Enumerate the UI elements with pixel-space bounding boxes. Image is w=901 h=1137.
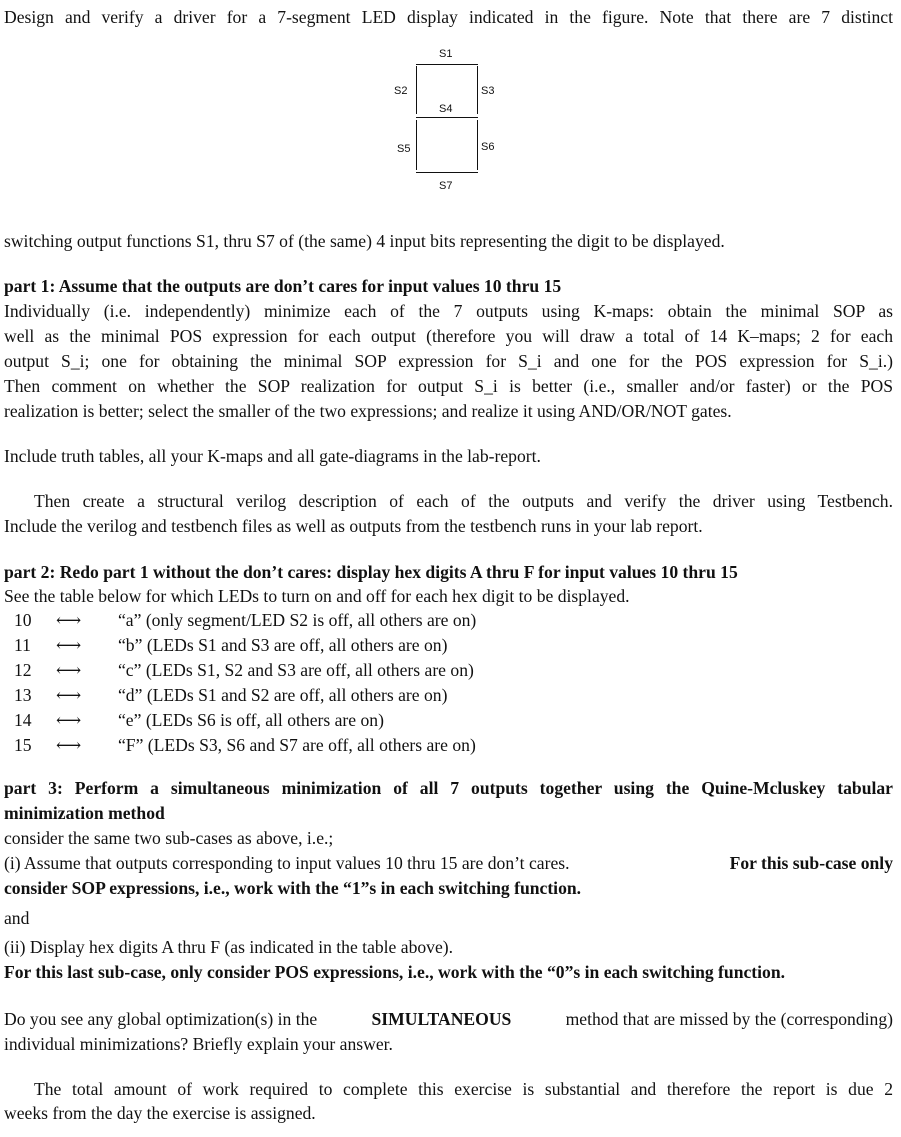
part1-verilog-1: Then create a structural verilog description of each of the outputs and verify the driver using Testbench. [34,491,893,511]
part1-line-3: output S_i; one for obtaining the minimal SOP expression for S_i and one for the POS expression for S_i.) [4,351,893,371]
segment-label-s4: S4 [439,103,453,115]
double-arrow-icon: ⟷ [56,660,82,680]
input-value: 14 [14,710,32,730]
double-arrow-icon: ⟷ [56,685,82,705]
segment-s2 [416,66,417,114]
part1-verilog-2: Include the verilog and testbench files as well as outputs from the testbench runs in your lab report. [4,516,703,536]
intro-line-1: Design and verify a driver for a 7-segment LED display indicated in the figure. Note that there are 7 distinct [4,7,893,27]
input-value: 15 [14,735,32,755]
double-arrow-icon: ⟷ [56,635,82,655]
part3-case-2: (ii) Display hex digits A thru F (as indicated in the table above). [4,937,454,957]
digit-description: “e” (LEDs S6 is off, all others are on) [118,710,384,730]
segment-label-s1: S1 [439,48,453,60]
digit-description: “d” (LEDs S1 and S2 are off, all others are on) [118,685,448,705]
closing-line-1: The total amount of work required to complete this exercise is substantial and therefore the report is due 2 [34,1079,893,1099]
segment-s7 [416,172,478,173]
part3-consider: consider the same two sub-cases as above, i.e.; [4,828,334,848]
double-arrow-icon: ⟷ [56,735,82,755]
question-line-1 [4,1007,893,1032]
seven-segment-figure [380,40,520,200]
double-arrow-icon: ⟷ [56,610,82,630]
input-value: 12 [14,660,32,680]
intro-line-2: switching output functions S1, thru S7 of (the same) 4 input bits representing the digit to be displayed. [4,231,725,251]
part3-case-2-emphasis: For this last sub-case, only consider POS expressions, i.e., work with the “0”s in each switching function. [4,962,786,982]
double-arrow-icon: ⟷ [56,710,82,730]
input-value: 11 [14,635,31,655]
input-value: 10 [14,610,32,630]
question-line-2: individual minimizations? Briefly explain your answer. [4,1034,393,1054]
part1-line-1: Individually (i.e. independently) minimize each of the 7 outputs using K-maps: obtain the minimal SOP as [4,301,893,321]
part3-case-1 [4,851,893,876]
closing-line-2: weeks from the day the exercise is assigned. [4,1103,316,1123]
part3-and: and [4,908,30,928]
segment-label-s7: S7 [439,180,453,192]
segment-s5 [416,120,417,170]
segment-s4 [416,117,478,118]
digit-description: “b” (LEDs S1 and S3 are off, all others are on) [118,635,448,655]
question-pre: Do you see any global optimization(s) in the [4,1009,318,1029]
part2-heading: part 2: Redo part 1 without the don’t cares: display hex digits A thru F for input values 10 thru 15 [4,562,738,582]
segment-s3 [477,66,478,114]
segment-s6 [477,120,478,170]
segment-label-s2: S2 [394,85,408,97]
part1-line-5: realization is better; select the smaller of the two expressions; and realize it using AND/OR/NOT gates. [4,401,732,421]
segment-label-s3: S3 [481,85,495,97]
question-post: method that are missed by the (corresponding) [565,1009,893,1029]
digit-description: “a” (only segment/LED S2 is off, all others are on) [118,610,477,630]
part3-case-1-text: (i) Assume that outputs corresponding to input values 10 thru 15 are don’t cares. [4,853,570,873]
digit-description: “c” (LEDs S1, S2 and S3 are off, all others are on) [118,660,474,680]
digit-description: “F” (LEDs S3, S6 and S7 are off, all others are on) [118,735,476,755]
part1-line-4: Then comment on whether the SOP realization for output S_i is better (i.e., smaller and/or faster) or the POS [4,376,893,396]
part3-case-1-emphasis: For this sub-case only [729,853,893,873]
segment-label-s6: S6 [481,141,495,153]
question-emphasis: SIMULTANEOUS [371,1009,512,1029]
part1-include: Include truth tables, all your K-maps and all gate-diagrams in the lab-report. [4,446,541,466]
part3-case-1-line-2: consider SOP expressions, i.e., work with the “1”s in each switching function. [4,878,582,898]
part1-heading: part 1: Assume that the outputs are don’t cares for input values 10 thru 15 [4,276,562,296]
segment-s1 [416,64,478,65]
segment-label-s5: S5 [397,143,411,155]
part3-heading-1: part 3: Perform a simultaneous minimization of all 7 outputs together using the Quine-Mcluskey tabular [4,778,893,798]
part2-intro: See the table below for which LEDs to turn on and off for each hex digit to be displayed. [4,586,630,606]
input-value: 13 [14,685,32,705]
part3-heading-2: minimization method [4,803,165,823]
part1-line-2: well as the minimal POS expression for each output (therefore you will draw a total of 14 K–maps; 2 for each [4,326,893,346]
